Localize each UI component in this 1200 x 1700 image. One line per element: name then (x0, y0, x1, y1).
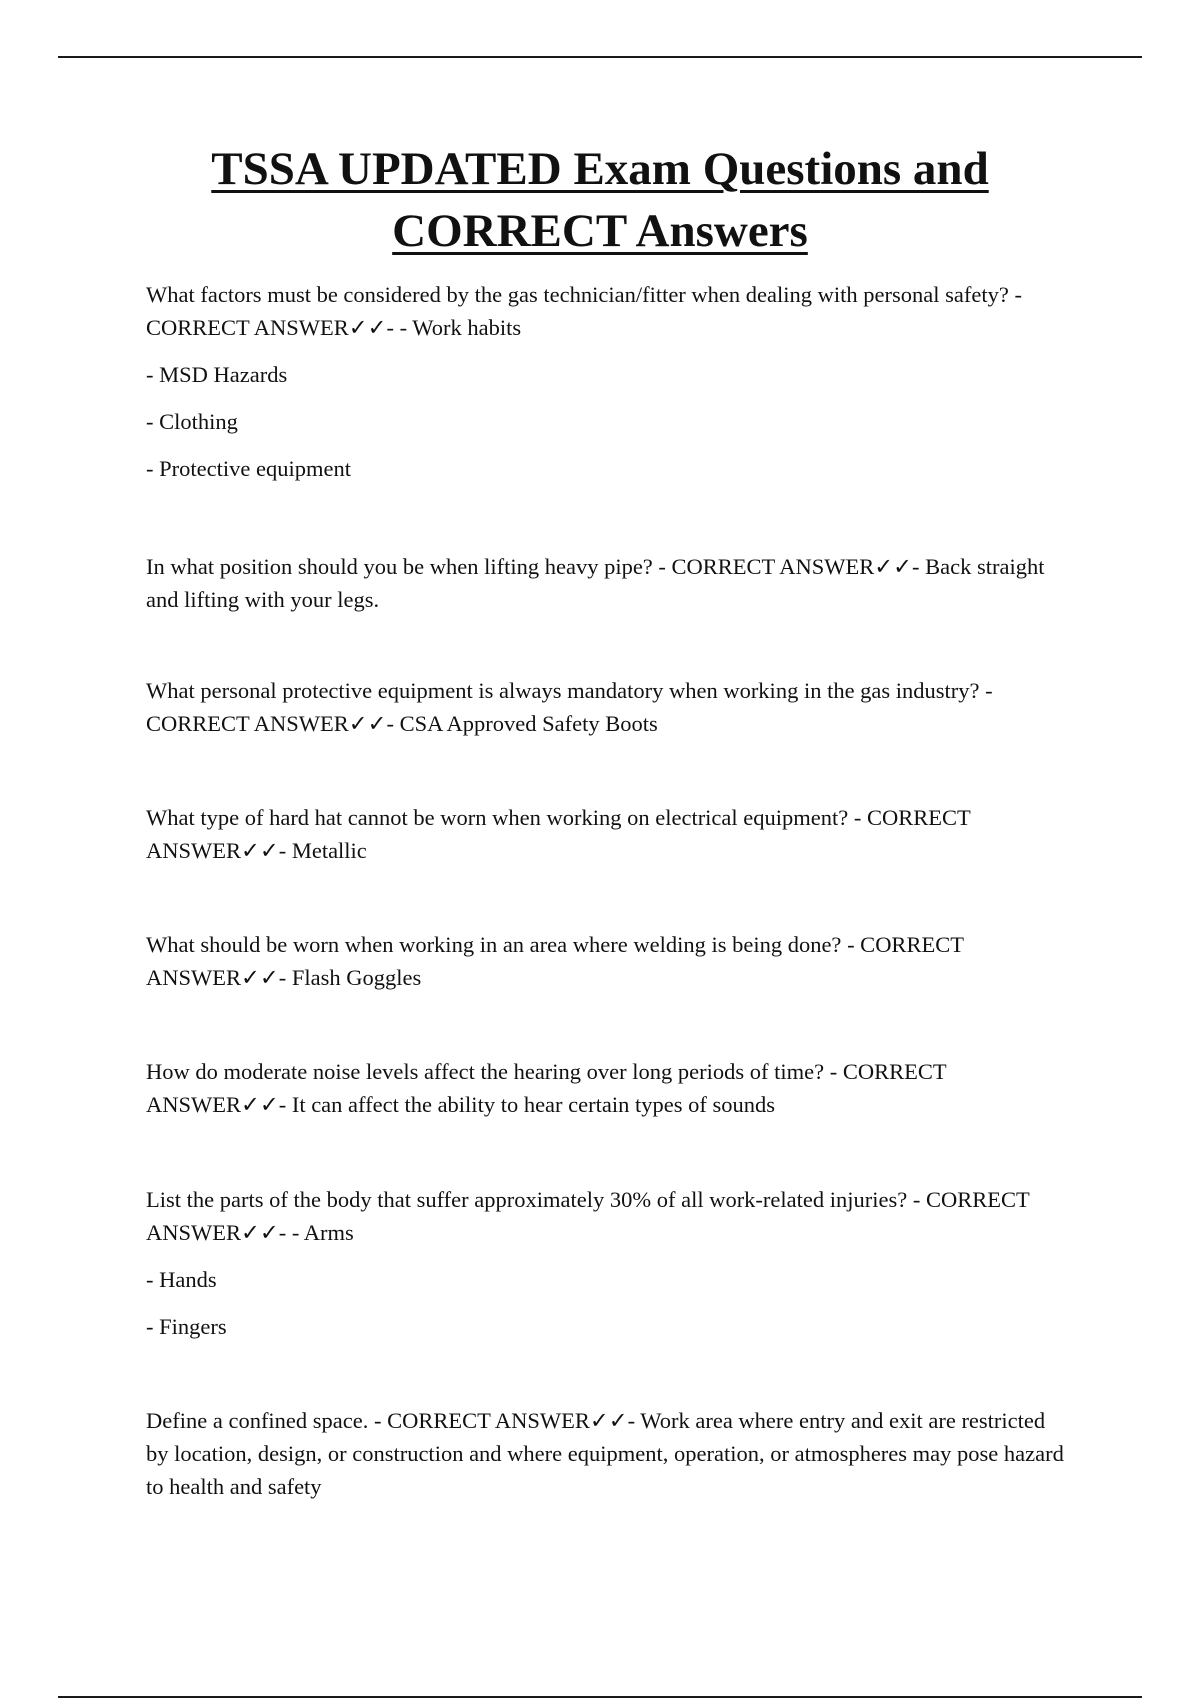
answer-list-item: - MSD Hazards (146, 362, 288, 387)
question-text: In what position should you be when lifting heavy pipe? (146, 554, 653, 579)
qa-paragraph (146, 550, 1066, 616)
qa-paragraph (146, 674, 1066, 740)
answer-list-item: - Clothing (146, 409, 238, 434)
question-text: How do moderate noise levels affect the hearing over long periods of time? (146, 1059, 825, 1084)
qa-item-5 (146, 928, 1066, 994)
answer-marker: - CORRECT ANSWER✓✓- (146, 1059, 947, 1117)
question-text: What type of hard hat cannot be worn when working on electrical equipment? (146, 805, 849, 830)
answer-list-item: - Fingers (146, 1314, 227, 1339)
answer-marker: - CORRECT ANSWER✓✓- (374, 1408, 636, 1433)
answer-text: - Arms (291, 1220, 354, 1245)
qa-paragraph (146, 278, 1066, 344)
question-text: What factors must be considered by the gas technician/fitter when dealing with personal safety? (146, 282, 1009, 307)
qa-item-1 (146, 278, 1066, 485)
answer-text: Work area where entry and exit are restricted by location, design, or construction and where equipment, operation, or atmospheres may pose hazard to health and safety (146, 1408, 1064, 1499)
qa-item-3 (146, 674, 1066, 740)
answer-text: CSA Approved Safety Boots (399, 711, 658, 736)
answer-text: - Work habits (399, 315, 522, 340)
qa-paragraph (146, 1183, 1066, 1249)
bottom-divider (58, 1696, 1142, 1698)
qa-item-8 (146, 1404, 1066, 1503)
title-line-2: CORRECT Answers (392, 205, 808, 257)
qa-item-6 (146, 1055, 1066, 1121)
qa-paragraph (146, 801, 1066, 867)
question-text: What personal protective equipment is always mandatory when working in the gas industry? (146, 678, 980, 703)
qa-paragraph (146, 928, 1066, 994)
qa-item-2 (146, 550, 1066, 616)
answer-marker: - CORRECT ANSWER✓✓- (146, 932, 964, 990)
answer-marker: - CORRECT ANSWER✓✓- (146, 282, 1022, 340)
answer-text: Flash Goggles (291, 965, 422, 990)
answer-marker: - CORRECT ANSWER✓✓- (146, 1187, 1030, 1245)
page-title (100, 138, 1100, 262)
answer-text: It can affect the ability to hear certain types of sounds (291, 1092, 775, 1117)
answer-list-item: - Hands (146, 1267, 217, 1292)
qa-paragraph (146, 1055, 1066, 1121)
answer-marker: - CORRECT ANSWER✓✓- (146, 805, 971, 863)
qa-item-7 (146, 1183, 1066, 1343)
qa-item-4 (146, 801, 1066, 867)
qa-paragraph (146, 1404, 1066, 1503)
answer-list-item: - Protective equipment (146, 456, 351, 481)
answer-marker: - CORRECT ANSWER✓✓- (658, 554, 920, 579)
answer-marker: - CORRECT ANSWER✓✓- (146, 678, 993, 736)
question-text: Define a confined space. (146, 1408, 369, 1433)
question-text: What should be worn when working in an area where welding is being done? (146, 932, 842, 957)
title-line-1: TSSA UPDATED Exam Questions and (211, 143, 989, 195)
answer-text: Back straight and lifting with your legs. (146, 554, 1045, 612)
answer-text: Metallic (291, 838, 367, 863)
question-text: List the parts of the body that suffer approximately 30% of all work-related injuries? (146, 1187, 908, 1212)
top-divider (58, 56, 1142, 58)
